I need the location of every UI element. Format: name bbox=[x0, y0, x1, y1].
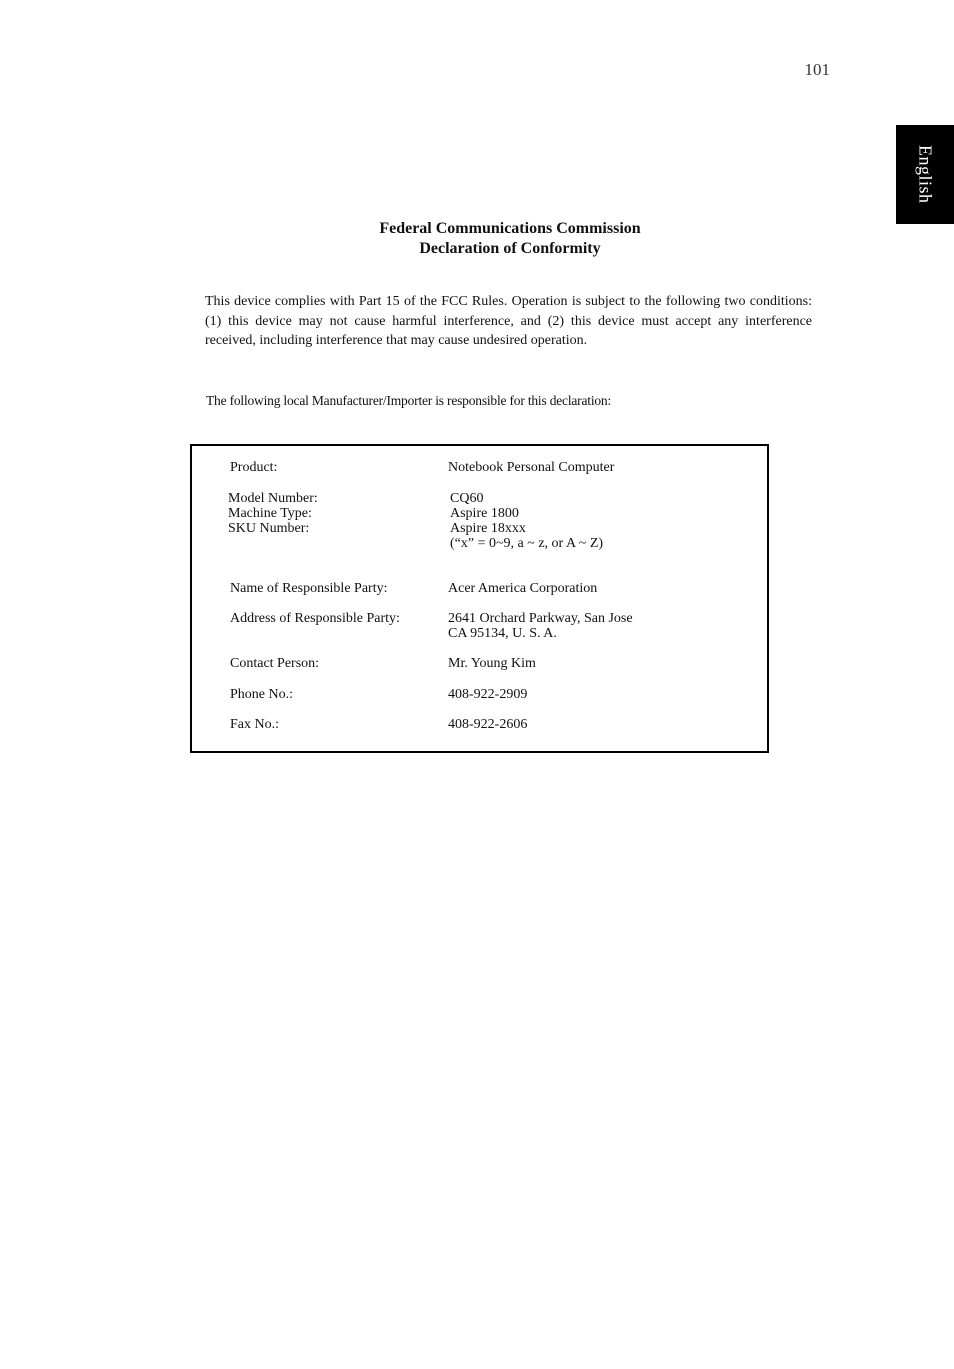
fax-label: Fax No.: bbox=[230, 717, 279, 732]
address-line-2: CA 95134, U. S. A. bbox=[448, 626, 557, 641]
contact-person-value: Mr. Young Kim bbox=[448, 656, 536, 671]
responsible-party-value: Acer America Corporation bbox=[448, 581, 598, 596]
title-line-2: Declaration of Conformity bbox=[419, 240, 601, 257]
responsible-intro: The following local Manufacturer/Importer is responsible for this declaration: bbox=[206, 393, 612, 408]
product-value: Notebook Personal Computer bbox=[448, 460, 615, 475]
sku-number-label: SKU Number: bbox=[228, 521, 310, 536]
compliance-paragraph: This device complies with Part 15 of the FCC Rules. Operation is subject to the following two conditions: (1) this device may not cause harmful interference, and (2) this device must accept any interference received, including interference that may cause undesired operation. bbox=[205, 294, 812, 348]
language-tab-label: English bbox=[915, 145, 936, 204]
machine-type-value: Aspire 1800 bbox=[450, 506, 519, 521]
model-number-value: CQ60 bbox=[450, 491, 484, 506]
declaration-info-box bbox=[190, 444, 769, 753]
title-line-1: Federal Communications Commission bbox=[379, 220, 641, 237]
responsible-party-label: Name of Responsible Party: bbox=[230, 581, 388, 596]
model-number-label: Model Number: bbox=[228, 491, 318, 506]
phone-label: Phone No.: bbox=[230, 687, 293, 702]
page-number: 101 bbox=[804, 60, 830, 79]
phone-value: 408-922-2909 bbox=[448, 687, 528, 702]
address-line-1: 2641 Orchard Parkway, San Jose bbox=[448, 611, 633, 626]
sku-number-value: Aspire 18xxx bbox=[450, 521, 526, 536]
address-label: Address of Responsible Party: bbox=[230, 611, 400, 626]
contact-person-label: Contact Person: bbox=[230, 656, 320, 671]
product-label: Product: bbox=[230, 460, 278, 475]
fax-value: 408-922-2606 bbox=[448, 717, 528, 732]
sku-number-note: (“x” = 0~9, a ~ z, or A ~ Z) bbox=[450, 536, 604, 551]
language-tab bbox=[896, 125, 954, 224]
machine-type-label: Machine Type: bbox=[228, 506, 312, 521]
